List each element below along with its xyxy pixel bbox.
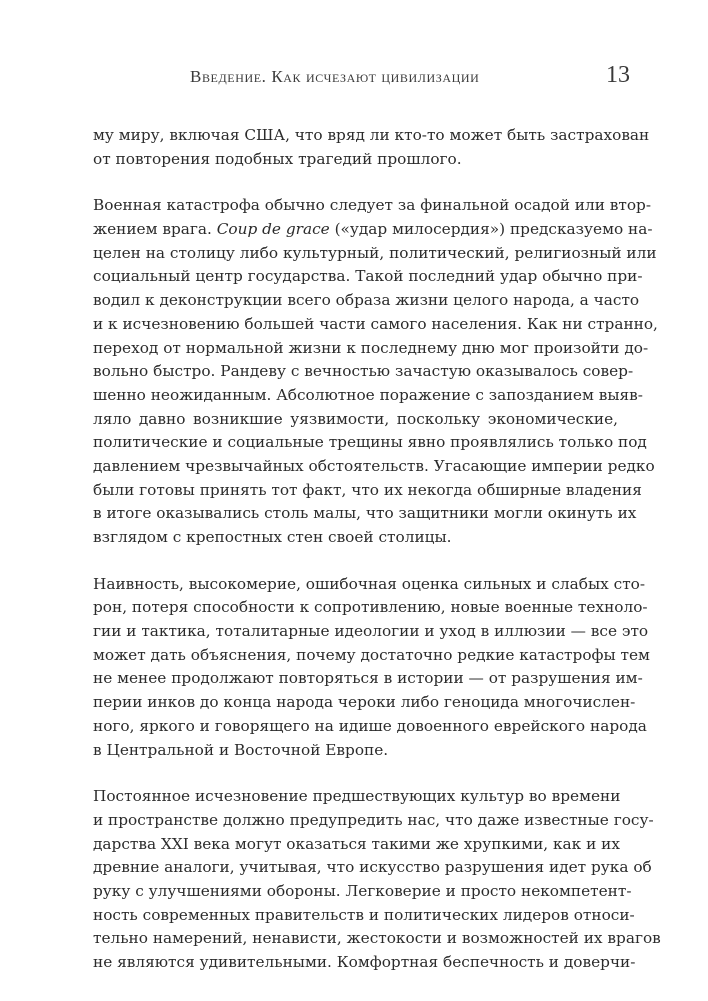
text-segment: («удар милосердия») предсказуемо на- (329, 220, 653, 239)
text-line: может дать объяснения, почему достаточно редкие катастрофы тем (93, 645, 650, 664)
text-line: древние аналоги, учитывая, что искусство разрушения идет рука об (93, 858, 652, 877)
chapter-title: Введение. Как исчезают цивилизации (190, 67, 480, 86)
text-line: были готовы принять тот факт, что их некогда обширные владения (93, 480, 642, 499)
text-line: ляло давно возникшие уязвимости, поскольку экономические, (93, 409, 618, 428)
running-header (150, 62, 630, 92)
paragraph-1 (93, 124, 650, 171)
page-number: 13 (606, 62, 630, 88)
text-line: и к исчезновению большей части самого населения. Как ни странно, (93, 314, 658, 333)
text-segment: жением врага. (93, 220, 217, 239)
text-line: тельно намерений, ненависти, жестокости и возможностей их врагов (93, 929, 661, 948)
text-line: рон, потеря способности к сопротивлению, новые военные техноло- (93, 598, 648, 617)
text-line: не менее продолжают повторяться в истории — от разрушения им- (93, 669, 643, 688)
text-line: дарства XXI века могут оказаться такими же хрупкими, как и их (93, 834, 620, 853)
text-line (93, 218, 653, 242)
text-line: от повторения подобных трагедий прошлого. (93, 149, 462, 168)
text-line: переход от нормальной жизни к последнему дню мог произойти до- (93, 338, 649, 357)
text-line: му миру, включая США, что вряд ли кто-то может быть застрахован (93, 126, 650, 144)
text-line: ность современных правительств и политических лидеров относи- (93, 905, 635, 924)
text-line: Постоянное исчезновение предшествующих культур во времени (93, 787, 621, 806)
text-line: перии инков до конца народа чероки либо геноцида многочислен- (93, 693, 636, 712)
paragraph-3 (93, 573, 650, 763)
text-line: Военная катастрофа обычно следует за финальной осадой или втор- (93, 196, 652, 215)
text-line: целен на столицу либо культурный, политический, религиозный или (93, 243, 657, 262)
text-line: руку с улучшениями обороны. Легковерие и просто некомпетент- (93, 881, 632, 900)
text-line: и пространстве должно предупредить нас, что даже известные госу- (93, 810, 654, 829)
text-line: взглядом с крепостных стен своей столицы. (93, 528, 452, 546)
text-line: водил к деконструкции всего образа жизни целого народа, а часто (93, 291, 640, 310)
text-line: не являются удивительными. Комфортная беспечность и доверчи- (93, 953, 636, 971)
text-line: социальный центр государства. Такой последний удар обычно при- (93, 267, 643, 286)
body-text (93, 124, 661, 998)
text-line: Наивность, высокомерие, ошибочная оценка сильных и слабых сто- (93, 574, 646, 593)
text-line: гии и тактика, тоталитарные идеологии и уход в иллюзии — все это (93, 622, 649, 641)
text-line: в Центральной и Восточной Европе. (93, 740, 389, 759)
text-line: вольно быстро. Рандеву с вечностью зачастую оказывалось совер- (93, 362, 634, 381)
paragraph-2 (93, 194, 658, 549)
text-line: в итоге оказывались столь малы, что защитники могли окинуть их (93, 504, 637, 523)
text-line: шенно неожиданным. Абсолютное поражение с запозданием выяв- (93, 385, 643, 404)
text-line: политические и социальные трещины явно проявлялись только под (93, 433, 647, 452)
text-line: ного, яркого и говорящего на идише довоенного еврейского народа (93, 716, 647, 735)
paragraph-4 (93, 785, 661, 975)
text-line: давлением чрезвычайных обстоятельств. Угасающие империи редко (93, 456, 655, 475)
italic-phrase: Coup de grace (216, 220, 330, 239)
